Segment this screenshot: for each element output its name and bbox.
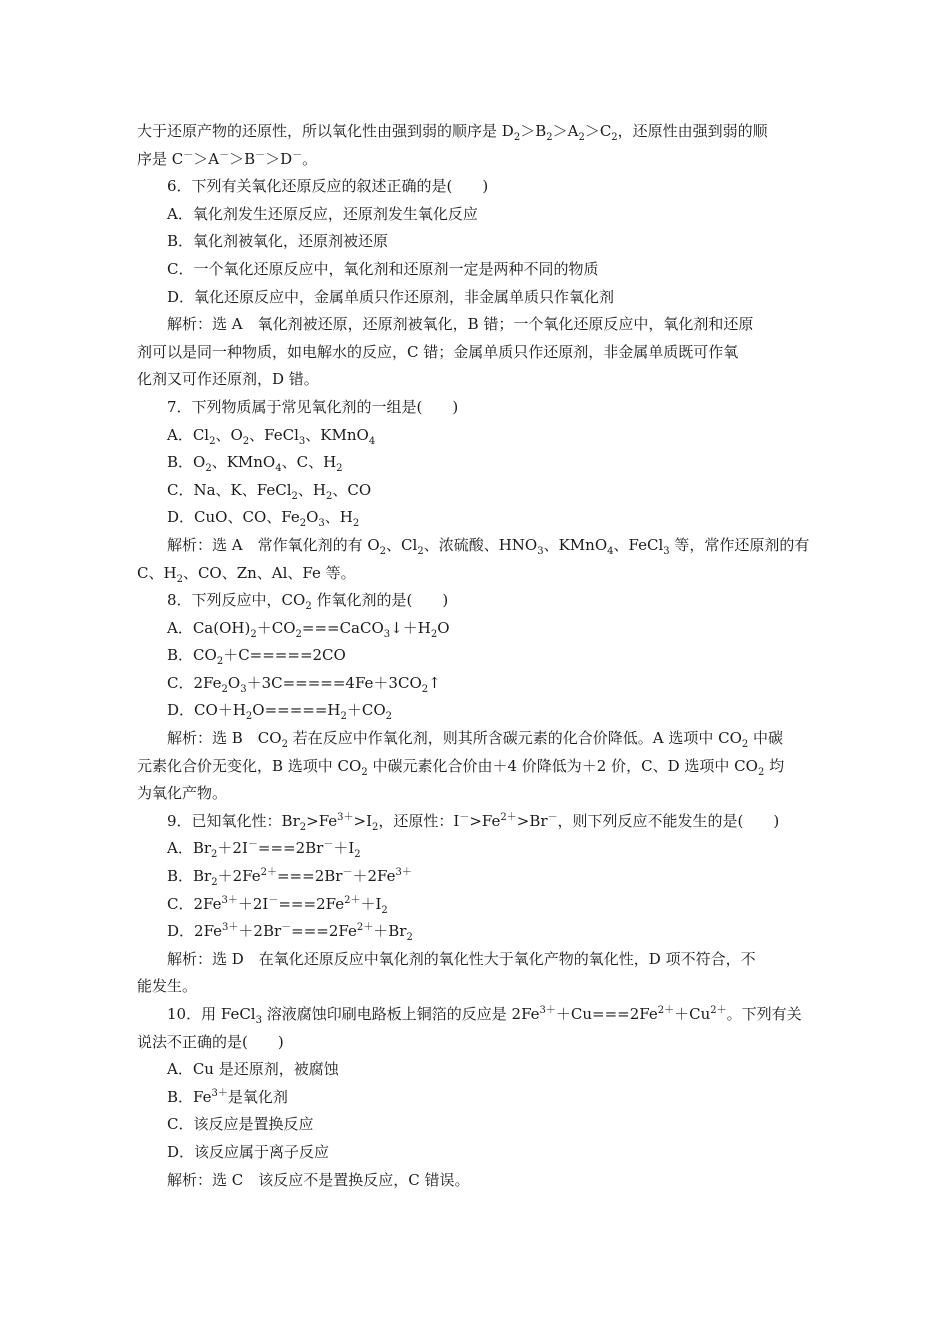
text-line: D．该反应属于离子反应 [167, 1142, 330, 1161]
text-line: 解析：选 A 常作氧化剂的有 $O_2$、$Cl_2$、浓硫酸、$HNO_3$、KMnO$_4$、FeCl$_3$ 等，常作还原剂的有 [167, 535, 810, 557]
text-line: 大于还原产物的还原性，所以氧化性由强到弱的顺序是 $D_2>B_2>A_2>C_2$，还原性由强到弱的顺 [137, 122, 768, 143]
text-line: 7．下列物质属于常见氧化剂的一组是( ) [167, 397, 459, 416]
text-line: C．该反应是置换反应 [167, 1115, 314, 1134]
text-line: 说法不正确的是( ) [137, 1032, 284, 1051]
text-line: 剂可以是同一种物质，如电解水的反应，C 错；金属单质只作还原剂，非金属单质既可作氧 [137, 342, 739, 361]
text-line: B．$Fe^{3+}$是氧化剂 [167, 1087, 288, 1106]
text-line: A．氧化剂发生还原反应，还原剂发生氧化反应 [167, 204, 478, 223]
text-line: D．氧化还原反应中，金属单质只作还原剂，非金属单质只作氧化剂 [167, 287, 615, 306]
text-line: A．$Br_2+2I^-===2Br^-+I_2$ [167, 839, 361, 861]
text-line: 解析：选 D 在氧化还原反应中氧化剂的氧化性大于氧化产物的氧化性，D 项不符合，不 [167, 949, 756, 968]
text-line: 6．下列有关氧化还原反应的叙述正确的是( ) [167, 177, 489, 196]
text-line: A．$Cl_2$、$O_2$、FeCl$_3$、KMnO$_4$ [167, 425, 376, 447]
text-line: C．Na、K、FeCl$_2$、$H_2$、CO [167, 480, 372, 502]
text-line: B．$O_2$、KMnO$_4$、C、$H_2$ [167, 453, 343, 475]
text-line: 元素化合价无变化，B 选项中 $CO_2$ 中碳元素化合价由＋4 价降低为＋2 价，C、D 选项中 $CO_2$ 均 [137, 756, 785, 778]
text-line: C．$2Fe^{3+}+2I^-===2Fe^{2+}+I_2$ [167, 894, 388, 916]
text-line: 能发生。 [137, 977, 198, 996]
text-line: 10．用 FeCl$_3$ 溶液腐蚀印刷电路板上铜箔的反应是 $2Fe^{3+}+Cu===2Fe^{2+}+Cu^{2+}$。下列有关 [167, 1005, 802, 1026]
text-line: C．$2Fe_2O_3+3C=====4Fe+3CO_2↑$ [167, 673, 441, 695]
text-line: 解析：选 C 该反应不是置换反应，C 错误。 [167, 1170, 470, 1189]
text-line: B．氧化剂被氧化，还原剂被还原 [167, 232, 389, 251]
text-line: A．Cu 是还原剂，被腐蚀 [167, 1060, 339, 1079]
text-line: B．$Br_2+2Fe^{2+}===2Br^-+2Fe^{3+}$ [167, 867, 412, 889]
text-line: 序是 C－＞A－＞B－＞D－。 [137, 149, 318, 168]
text-line: A．$Ca(OH)_2+CO_2===CaCO_3↓+H_2O$ [167, 618, 450, 640]
text-line: 为氧化产物。 [137, 784, 228, 803]
text-line: D．$CO+H_2O=====H_2+CO_2$ [167, 701, 393, 723]
text-line: 解析：选 A 氧化剂被还原，还原剂被氧化，B 错；一个氧化还原反应中，氧化剂和还原 [167, 315, 754, 334]
text-line: C．一个氧化还原反应中，氧化剂和还原剂一定是两种不同的物质 [167, 259, 599, 278]
text-line: 8．下列反应中，$CO_2$ 作氧化剂的是( ) [167, 591, 449, 613]
text-line: D．CuO、CO、$Fe_2O_3$、$H_2$ [167, 508, 360, 530]
text-line: C、$H_2$、CO、Zn、Al、Fe 等。 [137, 563, 356, 585]
text-line: 解析：选 B $CO_2$ 若在反应中作氧化剂，则其所含碳元素的化合价降低。A 选项中 $CO_2$ 中碳 [167, 729, 784, 751]
text-line: 化剂又可作还原剂，D 错。 [137, 370, 319, 389]
text-line: D．$2Fe^{3+}+2Br^-===2Fe^{2+}+Br_2$ [167, 922, 413, 944]
document-page [137, 118, 817, 1194]
text-line: 9．已知氧化性：$Br_2>Fe^{3+}>I_2$，还原性：$I^->Fe^{2+}>Br^-$，则下列反应不能发生的是( ) [167, 811, 780, 833]
text-line: B．$CO_2+C=====2CO$ [167, 646, 346, 668]
